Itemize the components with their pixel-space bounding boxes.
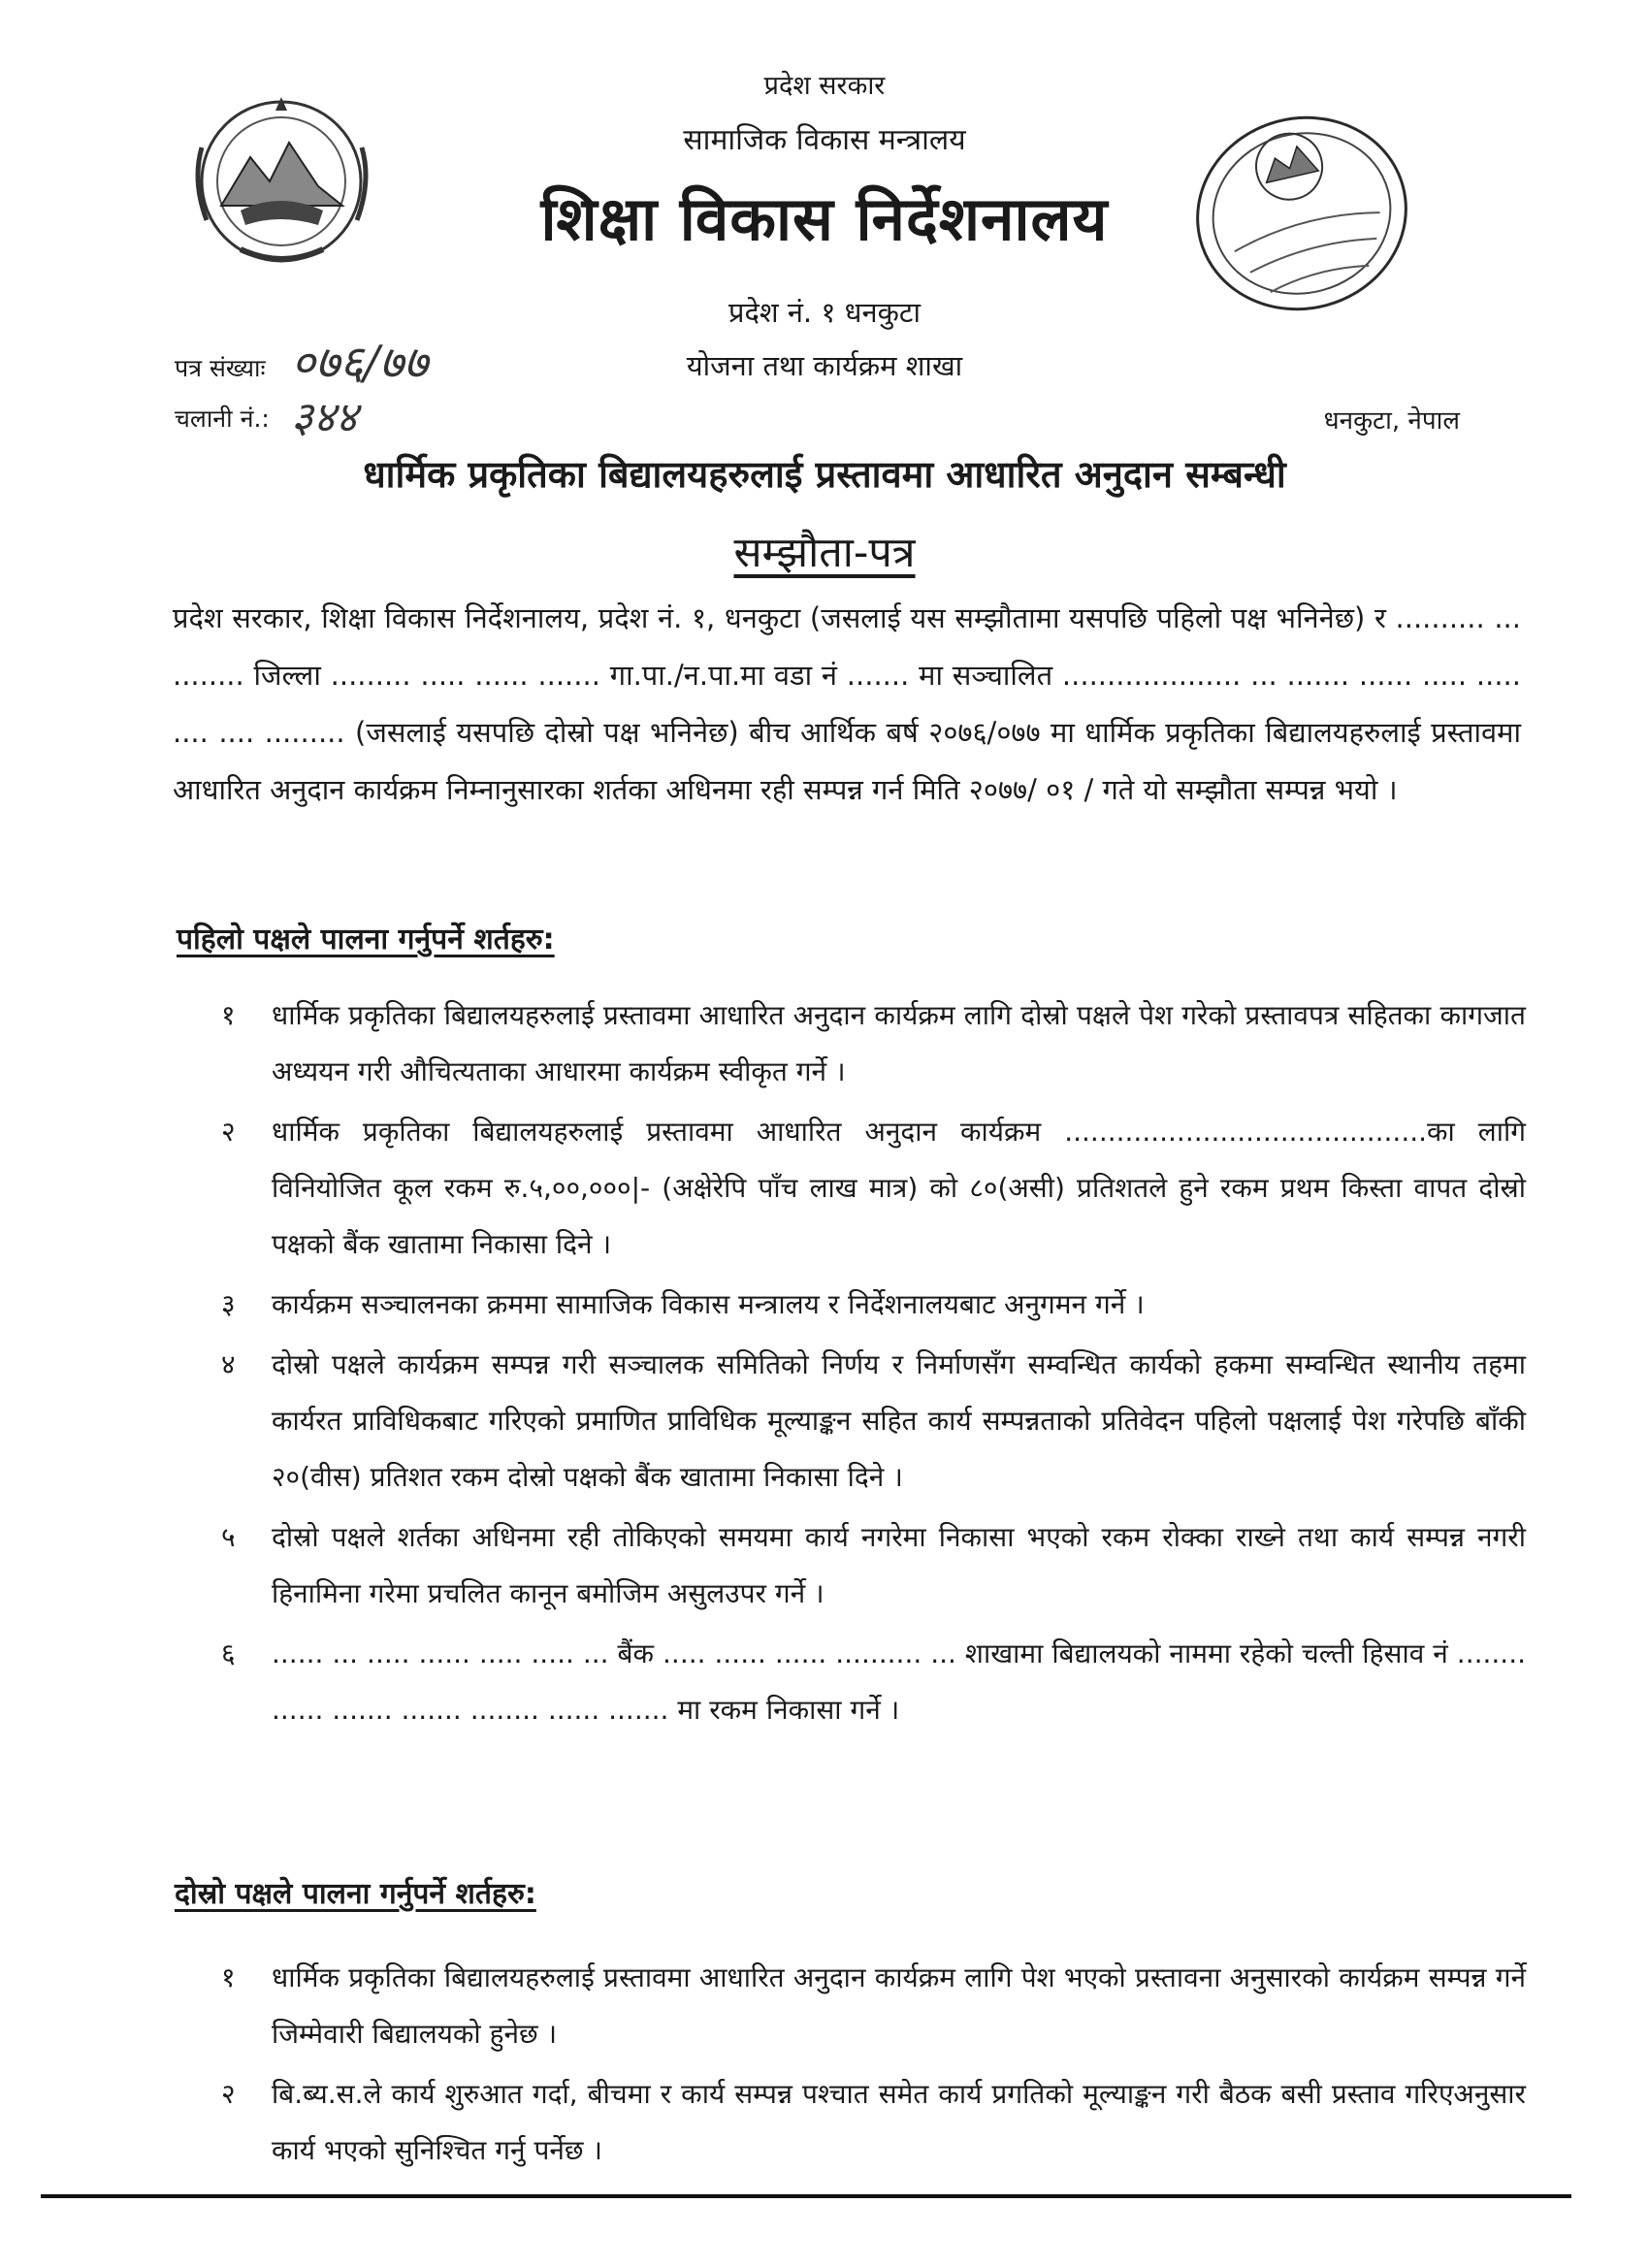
second-party-conditions-list xyxy=(221,1950,1526,2183)
condition-number: ३ xyxy=(221,1288,236,1320)
condition-number: ६ xyxy=(221,1637,236,1669)
bottom-divider xyxy=(41,2194,1571,2198)
intro-paragraph: प्रदेश सरकार, शिक्षा विकास निर्देशनालय, प्रदेश नं. १, धनकुटा (जसलाई यस सम्झौतामा यसपछि पहिलो पक्ष भनिनेछ) र .......... ... ........ जिल्ला ......... ..... ...... ....... गा.पा./न.पा.मा वडा नं ....... मा सञ्चालित .................... ... ....... ...... ..... ..... .... .... ......... (जसलाई यसपछि दोस्रो पक्ष भनिनेछ) बीच आर्थिक बर्ष २०७६/०७७ मा धार्मिक प्रकृतिका बिद्यालयहरुलाई प्रस्तावमा आधारित अनुदान कार्यक्रम निम्नानुसारका शर्तका अधिनमा रही सम्पन्न गर्न मिति २०७७/ ०१ / गते यो सम्झौता सम्पन्न भयो । xyxy=(173,601,1521,806)
condition-number: ४ xyxy=(221,1348,236,1380)
condition-text: धार्मिक प्रकृतिका बिद्यालयहरुलाई प्रस्तावमा आधारित अनुदान कार्यक्रम ..........................................का लागि विनियोजित कूल रकम रु.५,००,०००|- (अक्षेरेपि पाँच लाख मात्र) को ८०(असी) प्रतिशतले हुने रकम प्रथम किस्ता वापत दोस्रो पक्षको बैंक खातामा निकासा दिने । xyxy=(272,1116,1526,1260)
condition-text: दोस्रो पक्षले शर्तका अधिनमा रही तोकिएको समयमा कार्य नगरेमा निकासा भएको रकम रोक्का राख्ने तथा कार्य सम्पन्न नगरी हिनामिना गरेमा प्रचलित कानून बमोजिम असुलउपर गर्ने । xyxy=(272,1521,1526,1609)
condition-text: कार्यक्रम सञ्चालनका क्रममा सामाजिक विकास मन्त्रालय र निर्देशनालयबाट अनुगमन गर्ने । xyxy=(272,1288,1145,1320)
dispatch-number-value: ३४४ xyxy=(291,393,358,442)
condition-text: ...... ... ..... ...... ..... ..... ... बैंक ..... ...... ...... .......... ... शाखामा बिद्यालयको नाममा रहेको चल्ती हिसाव नं ........ ...... ....... ....... ........ ...... ....... मा रकम निकासा गर्ने । xyxy=(272,1637,1526,1726)
condition-number: १ xyxy=(221,999,236,1031)
office-location: धनकुटा, नेपाल xyxy=(1323,406,1460,436)
ministry-name: सामाजिक विकास मन्त्रालय xyxy=(683,123,966,157)
condition-item xyxy=(221,1277,1526,1333)
first-party-conditions-list xyxy=(221,988,1526,1742)
first-party-conditions-heading: पहिलो पक्षले पालना गर्नुपर्ने शर्तहरु: xyxy=(177,923,555,956)
condition-text: बि.ब्य.स.ले कार्य शुरुआत गर्दा, बीचमा र कार्य सम्पन्न पश्चात समेत कार्य प्रगतिको मूल्याङ्कन गरी बैठक बसी प्रस्ताव गरिएअनुसार कार्य भएको सुनिश्चित गर्नु पर्नेछ । xyxy=(272,2078,1526,2166)
letter-number-label: पत्र संख्याः xyxy=(175,354,266,382)
condition-item xyxy=(221,2066,1526,2179)
condition-item xyxy=(221,988,1526,1100)
condition-number: २ xyxy=(221,1116,236,1148)
document-title: सम्झौता-पत्र xyxy=(733,529,916,577)
condition-item xyxy=(221,1509,1526,1622)
condition-number: २ xyxy=(221,2078,236,2110)
condition-text: धार्मिक प्रकृतिका बिद्यालयहरुलाई प्रस्तावमा आधारित अनुदान कार्यक्रम लागि पेश भएको प्रस्तावना अनुसारको कार्यक्रम सम्पन्न गर्ने जिम्मेवारी बिद्यालयको हुनेछ । xyxy=(272,1961,1526,2050)
condition-number: १ xyxy=(221,1961,236,1993)
dispatch-number-label: चलानी नं.: xyxy=(175,405,270,433)
branch-name: योजना तथा कार्यक्रम शाखा xyxy=(686,349,963,382)
government-name: प्रदेश सरकार xyxy=(763,71,886,101)
directorate-name: शिक्षा विकास निर्देशनालय xyxy=(540,183,1109,254)
condition-number: ५ xyxy=(221,1521,236,1553)
condition-item xyxy=(221,1337,1526,1506)
condition-item xyxy=(221,1626,1526,1738)
condition-text: धार्मिक प्रकृतिका बिद्यालयहरुलाई प्रस्तावमा आधारित अनुदान कार्यक्रम लागि दोस्रो पक्षले पेश गरेको प्रस्तावपत्र सहितका कागजात अध्ययन गरी औचित्यताका आधारमा कार्यक्रम स्वीकृत गर्ने । xyxy=(272,999,1526,1087)
second-party-conditions-heading: दोस्रो पक्षले पालना गर्नुपर्ने शर्तहरु: xyxy=(175,1877,536,1911)
condition-item xyxy=(221,1950,1526,2062)
condition-text: दोस्रो पक्षले कार्यक्रम सम्पन्न गरी सञ्चालक समितिको निर्णय र निर्माणसँग सम्वन्धित कार्यको हकमा सम्वन्धित स्थानीय तहमा कार्यरत प्राविधिकबाट गरिएको प्रमाणित प्राविधिक मूल्याङ्कन सहित कार्य सम्पन्नताको प्रतिवेदन पहिलो पक्षलाई पेश गरेपछि बाँकी २०(वीस) प्रतिशत रकम दोस्रो पक्षको बैंक खातामा निकासा दिने । xyxy=(272,1348,1526,1493)
letter-number-value: ०७६/७७ xyxy=(291,336,428,390)
document-subject: धार्मिक प्रकृतिका बिद्यालयहरुलाई प्रस्तावमा आधारित अनुदान सम्बन्धी xyxy=(363,453,1286,496)
condition-item xyxy=(221,1104,1526,1273)
province-line: प्रदेश नं. १ धनकुटा xyxy=(728,296,921,329)
